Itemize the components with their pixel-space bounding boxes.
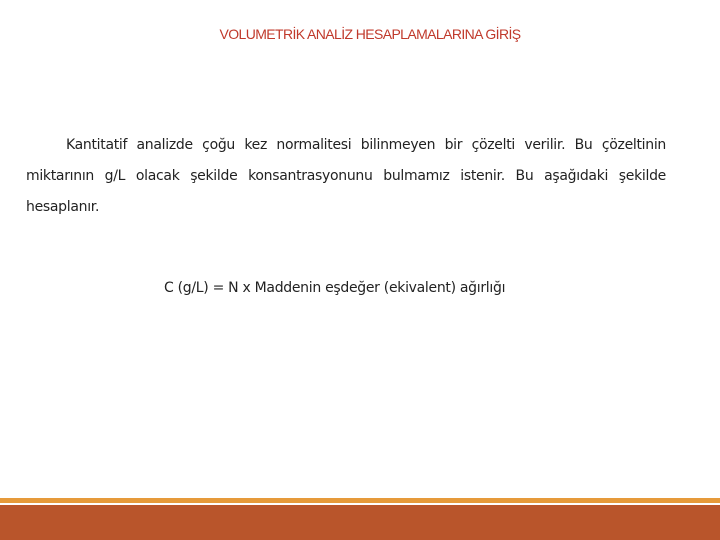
formula-text: C (g/L) = N x Maddenin eşdeğer (ekivalent) ağırlığı	[164, 280, 506, 296]
footer-band	[0, 505, 720, 540]
slide-title: VOLUMETRİK ANALİZ HESAPLAMALARINA GİRİŞ	[219, 26, 521, 42]
footer-accent-stripe	[0, 498, 720, 503]
body-paragraph: Kantitatif analizde çoğu kez normalitesi bilinmeyen bir çözelti verilir. Bu çözeltinin miktarının g/L olacak şekilde konsantrasyonunu bulmamız istenir. Bu aşağıdaki şekilde hesaplanır.	[26, 137, 666, 215]
